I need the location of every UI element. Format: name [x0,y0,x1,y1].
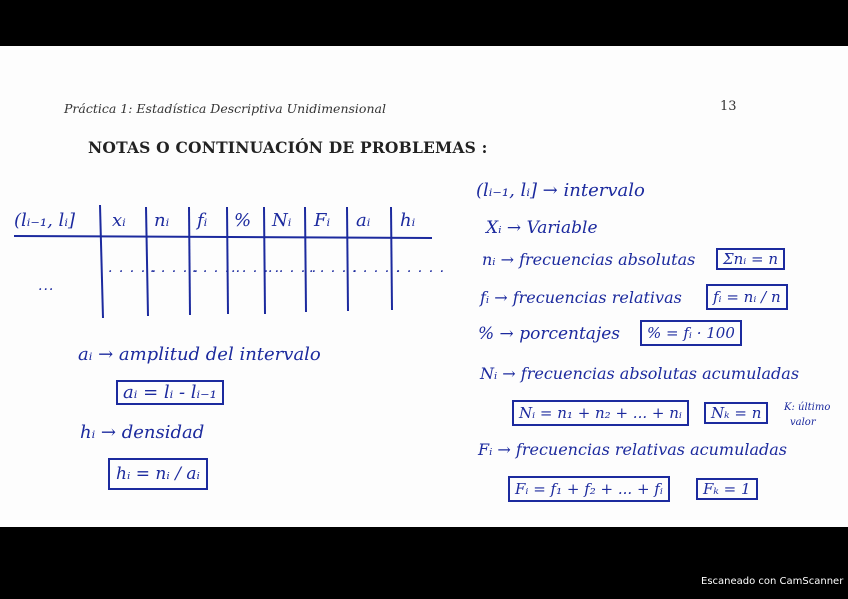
abs-freq-formula-box [716,248,785,270]
header-title: Práctica 1: Estadística Descriptiva Unidimensional [64,101,386,116]
note-cum-abs-freq: Nᵢ → frecuencias absolutas acumuladas [480,364,800,383]
col-ni: nᵢ [154,210,170,231]
section-heading: NOTAS O CONTINUACIÓN DE PROBLEMAS : [88,138,488,157]
col-ai: aᵢ [356,210,371,231]
table-header-line [14,236,432,238]
cum-abs-last-box [704,402,768,424]
col-cum-fi: Fᵢ [314,210,331,231]
col-hi: hᵢ [400,210,416,231]
amplitude-formula-box [116,380,224,405]
cell-placeholder: · · · · · [108,264,158,280]
last-value-note: valor [790,417,816,428]
table-col-divider [347,207,348,311]
cum-abs-formula: Nᵢ = n₁ + n₂ + ... + nᵢ [512,400,689,426]
cell-placeholder: · · · · · [231,264,281,280]
note-percent: % → porcentajes [478,324,621,344]
note-rel-freq: fᵢ → frecuencias relativas [480,288,682,307]
col-fi: fᵢ [197,210,208,231]
cum-rel-last: Fₖ = 1 [696,478,758,500]
col-interval: (lᵢ₋₁, lᵢ] [14,210,75,231]
cell-placeholder: · · · · · [309,264,359,280]
cell-placeholder: · · · · · [268,264,318,280]
cell-placeholder: · · · · · [396,264,446,280]
table-col-divider [189,207,190,315]
cell-placeholder: · · · · · [192,264,242,280]
table-col-divider [146,207,148,316]
percent-formula-box [640,320,742,346]
rel-freq-formula-box [706,284,788,310]
note-abs-freq: nᵢ → frecuencias absolutas [482,250,696,269]
table-col-divider [305,207,306,312]
cell-placeholder: · · · · · [352,264,402,280]
note-interval: (lᵢ₋₁, lᵢ] → intervalo [476,180,645,201]
note-variable: Xᵢ → Variable [486,218,598,238]
density-formula: hᵢ = nᵢ / aᵢ [108,458,208,490]
page-number: 13 [720,99,737,114]
cum-abs-formula-box [512,400,689,426]
cum-abs-last: Nₖ = n [704,402,768,424]
col-xi: xᵢ [112,210,126,231]
table-col-divider [100,205,103,318]
col-percent: % [234,210,252,231]
table-col-divider [391,207,392,310]
row-placeholder: ... [38,278,55,294]
cell-placeholder: · · · · · [150,264,200,280]
scanner-watermark: Escaneado con CamScanner [701,576,844,587]
rel-freq-formula: fᵢ = nᵢ / n [706,284,788,310]
density-label: hᵢ → densidad [80,422,205,443]
table-col-divider [264,207,265,314]
note-cum-rel-freq: Fᵢ → frecuencias relativas acumuladas [478,440,788,459]
cum-rel-formula: Fᵢ = f₁ + f₂ + ... + fᵢ [508,476,670,502]
last-value-note: K: último [784,402,831,413]
amplitude-formula: aᵢ = lᵢ - lᵢ₋₁ [116,380,224,405]
col-cum-ni: Nᵢ [272,210,292,231]
density-formula-box [108,458,208,490]
cum-rel-last-box [696,478,758,500]
amplitude-label: aᵢ → amplitud del intervalo [78,344,321,365]
cum-rel-formula-box [508,476,670,502]
abs-freq-formula: Σnᵢ = n [716,248,785,270]
percent-formula: % = fᵢ · 100 [640,320,742,346]
table-col-divider [227,207,228,314]
